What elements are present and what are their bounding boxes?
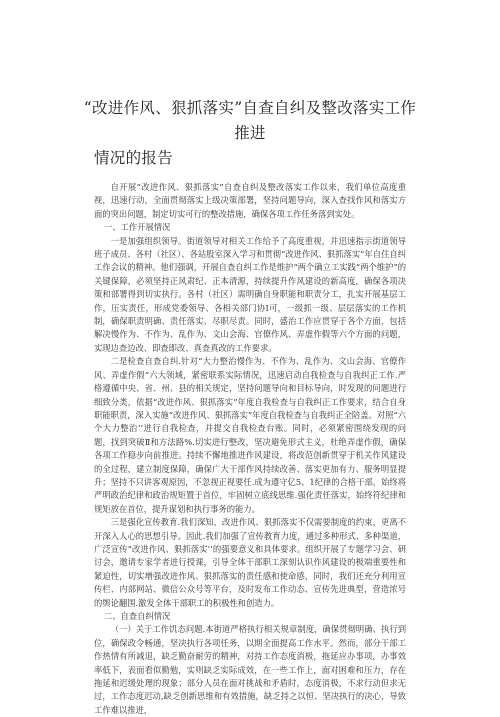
intro-paragraph: 自开展“改进作风、狠抓落实”自查自纠及整改落实工作以来，我们单位高度重视，迅速行动，全面贯彻落实上级决策部署，坚持问题导向，深入查找作风和落实方面的突出问题，制定切实可行的整改措施，确保各项工作任务落到实处。 — [94, 182, 406, 219]
body-paragraph: 三是强化宣传教育.我们深知，改进作风、狠抓落实不仅需要制度的约束，更离不开深入人心的思想引导。因此.我们加强了宣传教育力度，通过多种形式、多种渠道，广泛宣传“改进作风、狠抓落实’’的强要意义和具体要求。组织开展了专题学习会、研讨会，邀请专家学者进行授课，引导全体干部职工深刻认识作风建设的极端重要性和紧迫性，切实增强改进作风、狠抓落实的责任感和使命感，同时，我们还充分利用宣传栏、内部网站、微信公众号等平台，及时发布工作动态、宣传先进典型，营造浓号的舆论翻围.激发全体干部职工的积极性和创造力。 — [94, 517, 406, 608]
body-paragraph: 一是加强组织领导。街道领导对相关工作给予了高度重视，并迅速指示街道领导班子成员、各村（社区）、各站股室深入学习和贯彻“改进作风、狠抓落实”年自住自纠工作会议的精神。他们强调，开展自查自纠工作是维护“两个确立工实践“两个维护”的关键保障，必须坚持正风肃纪、正本清源，持续提升作风建设的新高度，确保各项决策和部署得到切实执行。各村（社区）需明确自身职能和职责分工，扎实开展基层工作，压实责任，形成党委领导、各相关部门协Ⅰ可，一级抓一级、层层落实的工作机制，确保职责明确、责任落实、尽职尽责。同时，盛治工作应贯穿于各个方面，包括解决慢作为、不作为、乱作为、文山会海、官僚作风、弄虚作假等六个方面的问题，实现边查边改、即查即改、真查真改的工作要求。 — [94, 235, 406, 353]
section-heading-2: 二、自查自纠情况 — [103, 611, 171, 621]
title-line-2: 情况的报告 — [94, 149, 174, 167]
section-heading-1: 一、工作开展情况 — [103, 222, 171, 233]
title-line-1: “改进作风、狠抓落实”自查自纠及整改落实工作推进 — [83, 99, 417, 142]
body-paragraph: 二是检查自查自纠.针对“大力整治慢作为、不作为、乱作为、文山会海、官僚作风、弄虚作假”六大领域，紧密联系实际情况，迅速启动自我检查与自我纠正工作.严格遵循中央、省、州、县的相关规定，坚持问题导向和目标导向，时发现的问题进行细致分类，依据“改进作风、狠抓落实”年度自我检查与自我纠正工作要求，结合自身职能职责，深入实施“改进作风、狠抓落实”年度自我检查与自我纠正全陪盖。对照“六个大力整治’’进行自我检查，并提交自我检查台账。同时，必须紧密围绕发现的问题，找到突破Ⅱ和方法路%.切实进行整改，坚决避免形式主义，杜绝弄虚作假，确保各项工作稳步向前推进。持续不懈地推进作风建设，将改范创新贯穿于机关作风建设的全过程，建立制度保障，确保广大干部作风持续改善、落实更加有力、服务明显提升；坚持不只讲客观原因，不忽视正视要任.成为遵守亿5、1纪律的合格干部，始终将严明政治纪律和政治规矩置于首位，牢固树立底线思维.强化责任落实，始终符纪律和规矩放在首位，提升谋划和执行事务的能力。 — [94, 356, 406, 514]
document-body — [94, 181, 406, 717]
document-title — [83, 96, 417, 171]
body-paragraph: （一）关于工作饥态问题.本街道严格执行相关规章制度，确保贯彻明确、执行到位，确保政令畅通，坚决执行各项任务，以期全面提高工作水平。然而，部分干部工作热情有所减退，缺乏勤奋耐劳的精神，对持工作态度消极，拖延应办事项，办事效率低下，表面看似勤勉，实则缺乏实际成效，在一些工作上，面对困难和压力，存在拖延和迟缓处理的现象；部分人员在面对挑战和矛盾时，态度消极，不求行动但求无过，工作态度迟动,缺乏创新思维和有效措施，缺乏持之以恒、坚决执行的决心，导致工作难以推进， — [94, 624, 406, 715]
